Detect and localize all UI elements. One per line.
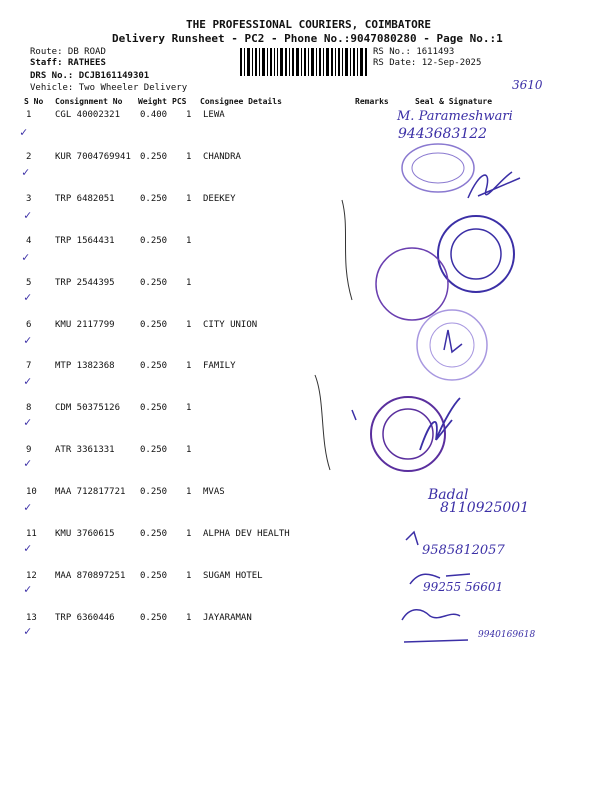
row-consignment: TRP 2544395 [55,278,115,288]
row-consignment: MAA 712817721 [55,487,126,497]
pen-mark-2 [315,375,330,470]
row-weight: 0.400 [140,110,168,120]
row13-signature [402,610,468,642]
deekay-stamp-2 [376,248,448,320]
row-pcs: 1 [186,152,192,162]
tick-mark-row1: ✓ [20,125,28,139]
pen-mark-3 [352,410,356,420]
row-consignee: SUGAM HOTEL [203,571,263,581]
row-pcs: 1 [186,487,192,497]
row-weight: 0.250 [140,236,168,246]
tick-mark-row5: ✓ [24,290,32,304]
stamp-oval-row2 [402,144,474,192]
col-sno: S No [24,97,44,106]
tick-mark-row2: ✓ [22,165,30,179]
row-pcs: 1 [186,236,192,246]
row-weight: 0.250 [140,278,168,288]
tick-mark-row8: ✓ [24,415,32,429]
page-note-handwritten: 3610 [512,78,543,92]
deekay-stamp-inner [451,229,501,279]
row-weight: 0.250 [140,361,168,371]
row11-signature [406,532,418,545]
row-weight: 0.250 [140,194,168,204]
row-pcs: 1 [186,278,192,288]
row1-signature-phone: 9443683122 [398,126,488,142]
pen-mark-1 [342,200,352,300]
row-consignee: FAMILY [203,361,236,371]
row-consignment: KUR 7004769941 [55,152,131,162]
row-sno: 4 [26,236,32,246]
row-weight: 0.250 [140,445,168,455]
row-pcs: 1 [186,403,192,413]
row-consignment: KMU 3760615 [55,529,115,539]
row-weight: 0.250 [140,320,168,330]
col-remarks: Remarks [355,97,389,106]
faint-stamp-inner [430,323,474,367]
tick-mark-row7: ✓ [24,374,32,388]
row11-signature-phone: 9585812057 [422,543,505,558]
row-pcs: 1 [186,529,192,539]
row-sno: 11 [26,529,37,539]
runsheet-subtitle: Delivery Runsheet - PC2 - Phone No.:9047080280 - Page No.:1 [112,32,503,45]
row-sno: 5 [26,278,32,288]
row-weight: 0.250 [140,613,168,623]
col-seal-signature: Seal & Signature [415,97,493,106]
route-label: Route: DB ROAD [30,47,106,57]
row-consignee: LEWA [203,110,225,120]
col-consignee: Consignee Details [200,97,282,106]
tick-mark-row13: ✓ [24,624,32,638]
row-weight: 0.250 [140,571,168,581]
drs-number: DRS No.: DCJB161149301 [30,71,150,81]
rs-date: RS Date: 12-Sep-2025 [373,58,482,68]
row-weight: 0.250 [140,403,168,413]
staff-label: Staff: RATHEES [30,58,106,68]
company-title: THE PROFESSIONAL COURIERS, COIMBATORE [186,18,432,31]
row-consignment: MTP 1382368 [55,361,115,371]
row-sno: 8 [26,403,32,413]
row-pcs: 1 [186,194,192,204]
row-consignment: TRP 6482051 [55,194,115,204]
row12-signature [410,574,470,584]
row-pcs: 1 [186,361,192,371]
row-pcs: 1 [186,445,192,455]
row-consignment: TRP 6360446 [55,613,115,623]
row-consignment: CDM 50375126 [55,403,121,413]
col-weight: Weight [138,97,167,106]
row-consignee: CITY UNION [203,320,258,330]
row-weight: 0.250 [140,152,168,162]
row-consignee: MVAS [203,487,225,497]
row-sno: 10 [26,487,37,497]
family-stamp-circle [371,397,445,471]
row-sno: 13 [26,613,37,623]
row-consignment: MAA 870897251 [55,571,126,581]
row10-signature-name: Badal [428,487,469,503]
row-sno: 12 [26,571,37,581]
row7-signature [444,330,462,352]
row-consignment: TRP 1564431 [55,236,115,246]
row8-signature [420,398,460,450]
row-weight: 0.250 [140,487,168,497]
row-pcs: 1 [186,571,192,581]
tick-mark-row12: ✓ [24,582,32,596]
row-consignee: JAYARAMAN [203,613,252,623]
row-sno: 1 [26,110,32,120]
row-pcs: 1 [186,320,192,330]
row12-signature-phone: 99255 56601 [423,580,504,594]
row-consignment: ATR 3361331 [55,445,115,455]
row-pcs: 1 [186,613,192,623]
row-sno: 2 [26,152,32,162]
row-consignment: CGL 40002321 [55,110,121,120]
deekay-stamp-circle [438,216,514,292]
row-consignee: ALPHA DEV HEALTH [203,529,290,539]
row10-signature-phone: 8110925001 [440,500,530,516]
row13-signature-phone: 9940169618 [478,630,536,640]
tick-mark-row3: ✓ [24,208,32,222]
row-consignee: CHANDRA [203,152,241,162]
rs-number: RS No.: 1611493 [373,47,455,57]
tick-mark-row10: ✓ [24,500,32,514]
row2-signature-scribble [468,172,520,198]
row-sno: 7 [26,361,32,371]
row-sno: 6 [26,320,32,330]
row1-signature-name: M. Parameshwari [397,109,513,124]
tick-mark-row6: ✓ [24,333,32,347]
row-sno: 3 [26,194,32,204]
tick-mark-row9: ✓ [24,456,32,470]
row-pcs: 1 [186,110,192,120]
tick-mark-row4: ✓ [22,250,30,264]
col-consignment: Consignment No [55,97,123,106]
tick-mark-row11: ✓ [24,541,32,555]
row-consignee: DEEKEY [203,194,236,204]
col-pcs: PCS [172,97,187,106]
row-sno: 9 [26,445,32,455]
faint-stamp-circle [417,310,487,380]
row-consignment: KMU 2117799 [55,320,115,330]
vehicle-label: Vehicle: Two Wheeler Delivery [30,83,188,93]
stamp-oval-inner-row2 [412,153,464,183]
row-weight: 0.250 [140,529,168,539]
